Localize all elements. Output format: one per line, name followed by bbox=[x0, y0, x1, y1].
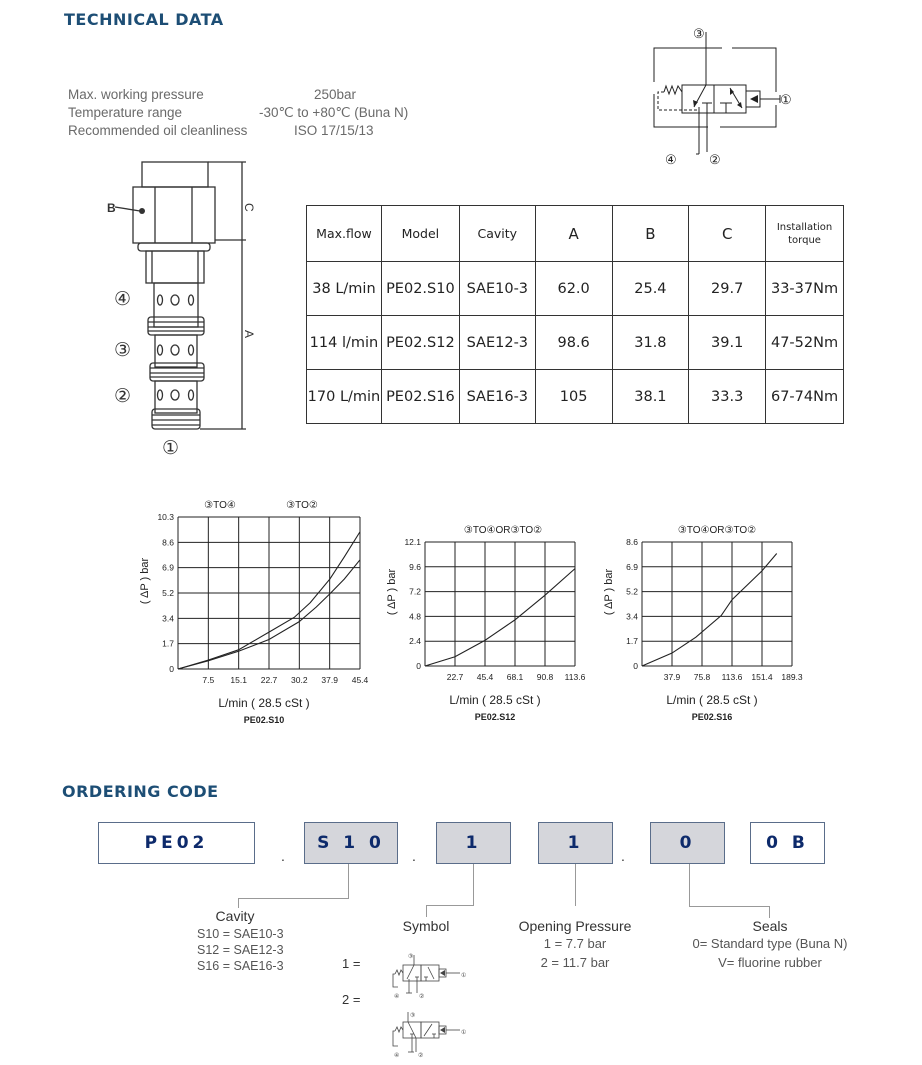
x-tick-label: 37.9 bbox=[663, 672, 681, 682]
y-tick-label: 10.3 bbox=[157, 512, 174, 522]
y-tick-label: 12.1 bbox=[404, 537, 421, 547]
table-row bbox=[307, 370, 844, 424]
y-tick-label: 1.7 bbox=[162, 638, 174, 649]
opening-pressure-legend-title: Opening Pressure bbox=[518, 918, 632, 934]
x-tick-label: 68.1 bbox=[506, 672, 524, 682]
y-tick-label: 0 bbox=[169, 664, 174, 674]
cell-max-flow: 170 L/min bbox=[307, 370, 382, 424]
seals-option: 0= Standard type (Buna N) bbox=[692, 936, 848, 951]
symbol-option-1-icon bbox=[388, 953, 468, 1001]
x-tick-label: 75.8 bbox=[693, 672, 711, 682]
connector-line bbox=[238, 898, 239, 908]
header-a: A bbox=[535, 206, 612, 262]
svg-text:②: ② bbox=[419, 994, 425, 1000]
port-label-4: ④ bbox=[114, 289, 132, 310]
connector-line bbox=[426, 905, 427, 917]
cell-a: 105 bbox=[535, 370, 612, 424]
dimensions-table bbox=[306, 205, 844, 424]
connector-line bbox=[575, 864, 576, 906]
dimension-label-b: B bbox=[107, 201, 116, 215]
y-tick-label: 0 bbox=[416, 661, 421, 671]
chart-annotation: ③TO② bbox=[286, 500, 318, 511]
y-tick-label: 5.2 bbox=[162, 588, 174, 598]
pressure-drop-chart-s10 bbox=[130, 495, 380, 730]
x-tick-label: 189.3 bbox=[781, 672, 803, 682]
x-axis-label: L/min ( 28.5 cSt ) bbox=[666, 693, 758, 707]
chart-annotation: ③TO④OR③TO② bbox=[463, 525, 543, 536]
x-tick-label: 22.7 bbox=[260, 675, 278, 685]
cell-torque: 33-37Nm bbox=[766, 262, 844, 316]
port-label-2: ② bbox=[709, 152, 721, 167]
ordering-code-heading: ORDERING CODE bbox=[62, 782, 219, 801]
cell-c: 33.3 bbox=[689, 370, 766, 424]
spec-value: -30℃ to +80℃ (Buna N) bbox=[259, 105, 409, 120]
x-tick-label: 113.6 bbox=[564, 672, 586, 682]
svg-text:④: ④ bbox=[394, 1053, 400, 1059]
y-tick-label: 0 bbox=[633, 661, 638, 671]
x-axis-label: L/min ( 28.5 cSt ) bbox=[449, 693, 541, 707]
symbol-option-1-label: 1 = bbox=[342, 956, 361, 971]
code-separator: . bbox=[281, 848, 285, 864]
port-label-3: ③ bbox=[693, 26, 705, 41]
code-box-suffix: 0 B bbox=[750, 822, 825, 864]
x-tick-label: 90.8 bbox=[536, 672, 554, 682]
connector-line bbox=[689, 864, 690, 906]
cavity-option: S10 = SAE10-3 bbox=[197, 927, 284, 941]
svg-text:②: ② bbox=[418, 1053, 424, 1059]
x-tick-label: 113.6 bbox=[721, 672, 743, 682]
x-tick-label: 37.9 bbox=[321, 675, 338, 685]
code-box-series: PE02 bbox=[98, 822, 255, 864]
code-separator: . bbox=[412, 848, 416, 864]
cell-b: 25.4 bbox=[612, 262, 689, 316]
chart-title: PE02.S10 bbox=[243, 715, 285, 725]
y-tick-label: 1.7 bbox=[626, 636, 638, 647]
y-axis-label: ( ΔP ) bar bbox=[139, 557, 151, 605]
y-tick-label: 8.6 bbox=[626, 537, 638, 547]
code-box-cavity: S 1 0 bbox=[304, 822, 398, 864]
code-box-opening-pressure: 1 bbox=[538, 822, 613, 864]
y-tick-label: 9.6 bbox=[409, 561, 421, 572]
dimension-label-c: C bbox=[242, 203, 256, 212]
table-row bbox=[307, 262, 844, 316]
y-tick-label: 6.9 bbox=[626, 561, 638, 572]
x-tick-label: 30.2 bbox=[291, 675, 308, 685]
connector-line bbox=[426, 905, 474, 906]
cartridge-valve-drawing bbox=[100, 155, 260, 465]
table-header-row bbox=[307, 206, 844, 262]
header-b: B bbox=[612, 206, 689, 262]
y-tick-label: 3.4 bbox=[162, 613, 174, 624]
port-label-2: ② bbox=[114, 386, 132, 407]
chart-title: PE02.S16 bbox=[691, 712, 733, 722]
code-box-seals: 0 bbox=[650, 822, 725, 864]
cell-max-flow: 114 l/min bbox=[307, 316, 382, 370]
cell-c: 39.1 bbox=[689, 316, 766, 370]
svg-text:①: ① bbox=[461, 1030, 467, 1036]
x-tick-label: 22.7 bbox=[446, 672, 464, 682]
spec-label: Recommended oil cleanliness bbox=[68, 123, 248, 138]
spec-label: Max. working pressure bbox=[68, 87, 204, 102]
y-tick-label: 3.4 bbox=[626, 611, 638, 622]
code-box-symbol: 1 bbox=[436, 822, 511, 864]
cell-cavity: SAE10-3 bbox=[459, 262, 535, 316]
hydraulic-symbol-diagram bbox=[640, 22, 810, 172]
cell-a: 98.6 bbox=[535, 316, 612, 370]
cell-b: 38.1 bbox=[612, 370, 689, 424]
x-tick-label: 151.4 bbox=[751, 672, 773, 682]
cell-cavity: SAE16-3 bbox=[459, 370, 535, 424]
chart-annotation: ③TO④OR③TO② bbox=[677, 525, 757, 536]
y-tick-label: 2.4 bbox=[409, 636, 421, 647]
connector-line bbox=[348, 864, 349, 899]
header-max-flow: Max.flow bbox=[307, 206, 382, 262]
pressure-drop-chart-s16 bbox=[600, 516, 820, 730]
symbol-legend-title: Symbol bbox=[402, 918, 450, 934]
seals-option: V= fluorine rubber bbox=[718, 955, 822, 970]
svg-text:④: ④ bbox=[394, 994, 400, 1000]
port-label-4: ④ bbox=[665, 152, 677, 167]
x-tick-label: 15.1 bbox=[230, 675, 247, 685]
cavity-option: S12 = SAE12-3 bbox=[197, 943, 284, 957]
y-tick-label: 7.2 bbox=[409, 586, 421, 597]
cell-cavity: SAE12-3 bbox=[459, 316, 535, 370]
cell-torque: 47-52Nm bbox=[766, 316, 844, 370]
header-model: Model bbox=[381, 206, 459, 262]
svg-text:③: ③ bbox=[408, 954, 414, 960]
cavity-legend-title: Cavity bbox=[215, 908, 255, 924]
connector-line bbox=[238, 898, 349, 899]
header-c: C bbox=[689, 206, 766, 262]
seals-legend-title: Seals bbox=[752, 918, 788, 934]
svg-text:①: ① bbox=[461, 973, 467, 979]
cell-torque: 67-74Nm bbox=[766, 370, 844, 424]
port-label-1: ① bbox=[780, 92, 792, 107]
spec-value: ISO 17/15/13 bbox=[294, 123, 374, 138]
x-tick-label: 45.4 bbox=[351, 675, 369, 685]
chart-annotation: ③TO④ bbox=[204, 500, 236, 511]
y-tick-label: 4.8 bbox=[409, 611, 421, 622]
x-tick-label: 45.4 bbox=[476, 672, 494, 682]
series-line bbox=[425, 569, 575, 666]
cell-c: 29.7 bbox=[689, 262, 766, 316]
pressure-drop-chart-s12 bbox=[380, 512, 595, 730]
cell-model: PE02.S10 bbox=[381, 262, 459, 316]
connector-line bbox=[473, 864, 474, 906]
header-cavity: Cavity bbox=[459, 206, 535, 262]
connector-line bbox=[689, 906, 770, 907]
series-line bbox=[642, 554, 777, 666]
cavity-option: S16 = SAE16-3 bbox=[197, 959, 284, 973]
port-label-3: ③ bbox=[114, 340, 132, 361]
cell-model: PE02.S12 bbox=[381, 316, 459, 370]
cell-max-flow: 38 L/min bbox=[307, 262, 382, 316]
code-separator: . bbox=[621, 848, 625, 864]
y-axis-label: ( ΔP ) bar bbox=[386, 568, 398, 616]
spec-label: Temperature range bbox=[68, 105, 183, 120]
symbol-option-2-icon bbox=[388, 1010, 468, 1060]
connector-line bbox=[769, 906, 770, 918]
y-tick-label: 6.9 bbox=[162, 562, 174, 573]
y-tick-label: 5.2 bbox=[626, 586, 638, 597]
symbol-option-2-label: 2 = bbox=[342, 992, 361, 1007]
chart-title: PE02.S12 bbox=[474, 712, 516, 722]
opening-pressure-option: 1 = 7.7 bar bbox=[543, 936, 607, 951]
y-axis-label: ( ΔP ) bar bbox=[603, 568, 615, 616]
dimension-label-a: A bbox=[242, 330, 256, 339]
opening-pressure-option: 2 = 11.7 bar bbox=[540, 955, 610, 970]
x-axis-label: L/min ( 28.5 cSt ) bbox=[218, 696, 310, 710]
cell-a: 62.0 bbox=[535, 262, 612, 316]
spec-value: 250bar bbox=[314, 87, 357, 102]
x-tick-label: 7.5 bbox=[202, 675, 215, 685]
table-row bbox=[307, 316, 844, 370]
port-label-1: ① bbox=[162, 438, 180, 459]
cell-model: PE02.S16 bbox=[381, 370, 459, 424]
y-tick-label: 8.6 bbox=[162, 537, 174, 548]
svg-text:③: ③ bbox=[410, 1013, 416, 1019]
cell-b: 31.8 bbox=[612, 316, 689, 370]
header-installation-torque: Installation torque bbox=[766, 206, 844, 262]
technical-data-heading: TECHNICAL DATA bbox=[64, 10, 224, 29]
